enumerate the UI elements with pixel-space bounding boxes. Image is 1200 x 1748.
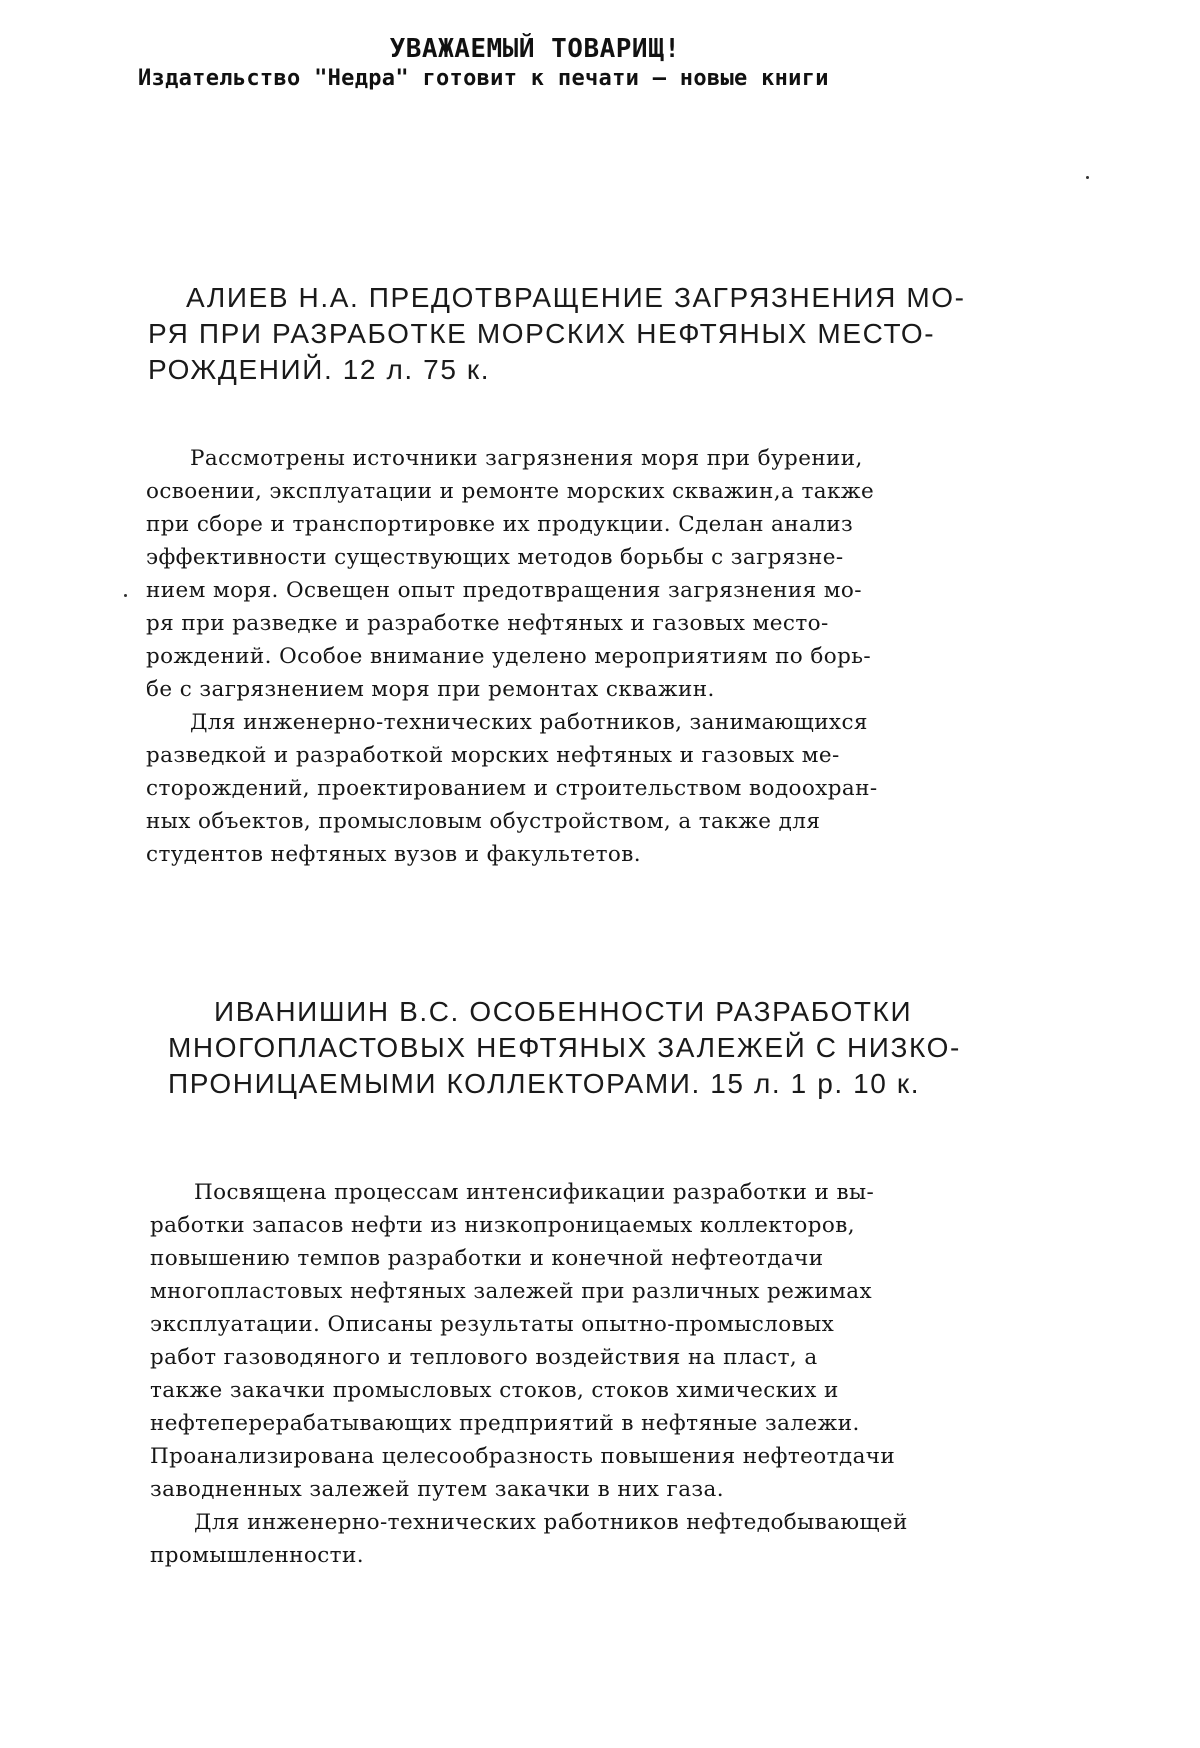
book-2-desc-line: повышению темпов разработки и конечной нефтеотдачи [150, 1248, 823, 1270]
book-1-title-line-3: РОЖДЕНИЙ. 12 л. 75 к. [148, 356, 490, 384]
book-1-desc-line: студентов нефтяных вузов и факультетов. [146, 844, 641, 866]
publisher-announcement: Издательство "Недра" готовит к печати — новые книги [138, 68, 829, 90]
book-2-desc-line: работки запасов нефти из низкопроницаемых коллекторов, [150, 1215, 855, 1237]
book-1-desc-line: сторождений, проектированием и строительством водоохран- [146, 778, 878, 800]
book-2-desc-line: эксплуатации. Описаны результаты опытно-промысловых [150, 1314, 834, 1336]
book-2-desc-line: нефтеперерабатывающих предприятий в нефтяные залежи. [150, 1413, 860, 1435]
book-2-title-line-3: ПРОНИЦАЕМЫМИ КОЛЛЕКТОРАМИ. 15 л. 1 р. 10 к. [168, 1070, 920, 1098]
book-2-desc-line: также закачки промысловых стоков, стоков химических и [150, 1380, 839, 1402]
book-1-desc-line: разведкой и разработкой морских нефтяных и газовых ме- [146, 745, 840, 767]
page-title: УВАЖАЕМЫЙ ТОВАРИЩ! [0, 36, 1070, 62]
book-1-desc-line: ря при разведке и разработке нефтяных и газовых место- [146, 613, 829, 635]
book-1-desc-line: нием моря. Освещен опыт предотвращения загрязнения мо- [146, 580, 862, 602]
book-1-desc-line: эффективности существующих методов борьбы с загрязне- [146, 547, 844, 569]
book-1-title-line-1: АЛИЕВ Н.А. ПРЕДОТВРАЩЕНИЕ ЗАГРЯЗНЕНИЯ МО- [186, 284, 966, 312]
book-2-title-line-2: МНОГОПЛАСТОВЫХ НЕФТЯНЫХ ЗАЛЕЖЕЙ С НИЗКО- [168, 1034, 961, 1062]
book-1-desc-line: освоении, эксплуатации и ремонте морских скважин,а также [146, 481, 874, 503]
book-1-title-line-2: РЯ ПРИ РАЗРАБОТКЕ МОРСКИХ НЕФТЯНЫХ МЕСТО- [148, 320, 935, 348]
book-2-desc-line: Посвящена процессам интенсификации разработки и вы- [194, 1182, 874, 1204]
book-1-desc-line: рождений. Особое внимание уделено мероприятиям по борь- [146, 646, 871, 668]
book-2-title-line-1: ИВАНИШИН В.С. ОСОБЕННОСТИ РАЗРАБОТКИ [214, 998, 912, 1026]
book-1-desc-line: при сборе и транспортировке их продукции. Сделан анализ [146, 514, 853, 536]
book-1-desc-line: Для инженерно-технических работников, занимающихся [190, 712, 868, 734]
book-1-desc-line: Рассмотрены источники загрязнения моря при бурении, [190, 448, 863, 470]
book-1-desc-line: бе с загрязнением моря при ремонтах скважин. [146, 679, 715, 701]
book-2-desc-line: промышленности. [150, 1545, 364, 1567]
book-2-desc-line: многопластовых нефтяных залежей при различных режимах [150, 1281, 872, 1303]
book-2-desc-line: Проанализирована целесообразность повышения нефтеотдачи [150, 1446, 895, 1468]
book-2-desc-line: работ газоводяного и теплового воздействия на пласт, а [150, 1347, 818, 1369]
book-1-desc-line: ных объектов, промысловым обустройством, а также для [146, 811, 820, 833]
scan-speck [124, 594, 127, 597]
book-2-desc-line: Для инженерно-технических работников нефтедобывающей [194, 1512, 908, 1534]
scan-speck [1086, 176, 1089, 179]
book-2-desc-line: заводненных залежей путем закачки в них газа. [150, 1479, 724, 1501]
